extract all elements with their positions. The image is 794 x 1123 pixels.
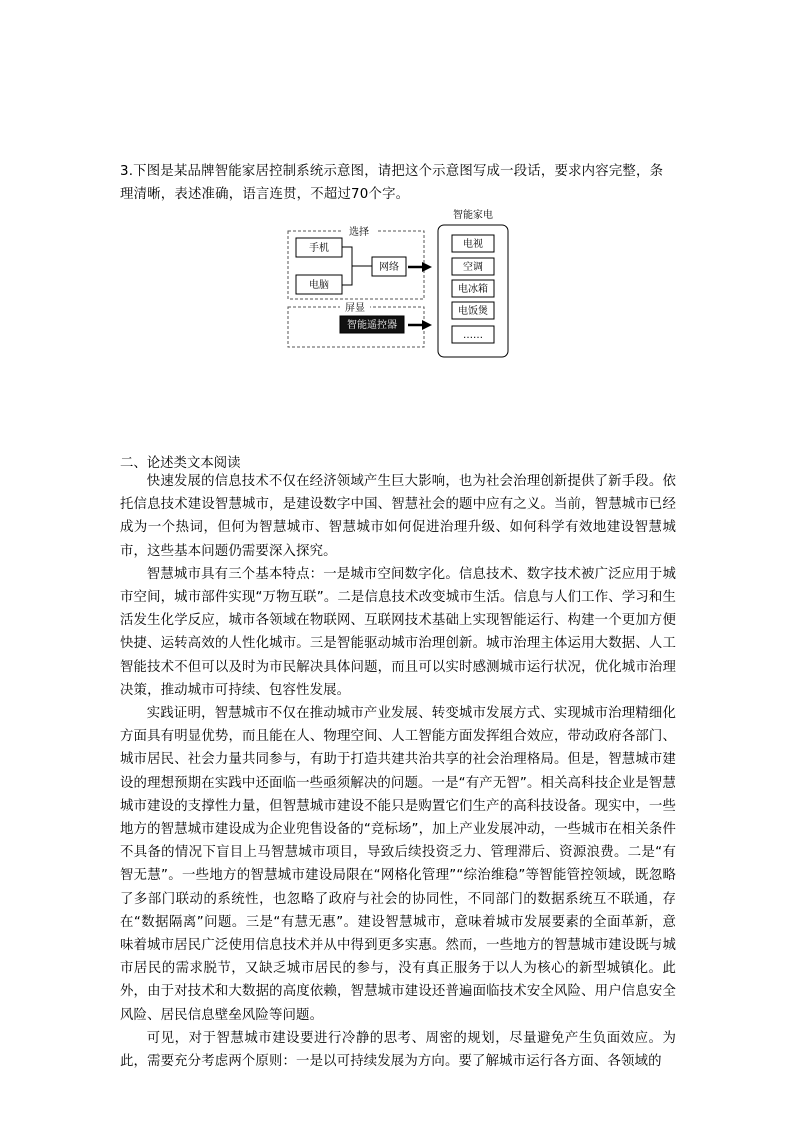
computer-label: 电脑 <box>309 280 329 291</box>
article-paragraph: 可见，对于智慧城市建设要进行冷静的思考、周密的规划，尽量避免产生负面效应。为此，需要充分考虑两个原则：一是以可持续发展为方向。要了解城市运行各方面、各领域的 <box>120 1030 676 1070</box>
smart-home-diagram <box>286 205 512 361</box>
appliance-tv: 电视 <box>463 239 483 250</box>
appliances-title: 智能家电 <box>453 210 493 221</box>
appliance-ac: 空调 <box>463 262 483 273</box>
section-title: 二、论述类文本阅读 <box>120 456 241 471</box>
appliance-more: …… <box>463 330 483 341</box>
phone-label: 手机 <box>309 243 329 254</box>
article-paragraph: 快速发展的信息技术不仅在经济领域产生巨大影响，也为社会治理创新提供了新手段。依托信息技术建设智慧城市，是建设数字中国、智慧社会的题中应有之义。当前，智慧城市已经成为一个热词，但何为智慧城市、智慧城市如何促进治理升级、如何科学有效地建设智慧城市，这些基本问题仍需要深入探究。 <box>120 474 676 559</box>
article-paragraph: 实践证明，智慧城市不仅在推动城市产业发展、转变城市发展方式、实现城市治理精细化方面具有明显优势，而且能在人、物理空间、人工智能方面发挥组合效应，带动政府各部门、城市居民、社会力量共同参与，有助于打造共建共治共享的社会治理格局。但是，智慧城市建设的理想预期在实践中还面临一些亟须解决的问题。一是“有产无智”。相关高科技企业是智慧城市建设的支撑性力量，但智慧城市建设不能只是购置它们生产的高科技设备。现实中，一些地方的智慧城市建设成为企业兜售设备的“竞标场”，加上产业发展冲动，一些城市在相关条件不具备的情况下盲目上马智慧城市项目，导致后续投资乏力、管理滞后、资源浪费。二是“有智无慧”。一些地方的智慧城市建设局限在“网格化管理”“综治维稳”等智能管控领域，既忽略了多部门联动的系统性，也忽略了政府与社会的协同性，不同部门的数据系统互不联通，存在“数据隔离”问题。三是“有慧无惠”。建设智慧城市，意味着城市发展要素的全面革新，意味着城市居民广泛使用信息技术并从中得到更多实惠。然而，一些地方的智慧城市建设既与城市居民的需求脱节，又缺乏城市居民的参与，没有真正服务于以人为核心的新型城镇化。此外，由于对技术和大数据的高度依赖，智慧城市建设还普遍面临技术安全风险、用户信息安全风险、居民信息壁垒风险等问题。 <box>120 706 676 1023</box>
select-label: 选择 <box>349 227 369 238</box>
article-paragraph: 智慧城市具有三个基本特点：一是城市空间数字化。信息技术、数字技术被广泛应用于城市空间，城市部件实现“万物互联”。二是信息技术改变城市生活。信息与人们工作、学习和生活发生化学反应，城市各领域在物联网、互联网技术基础上实现智能运行、构建一个更加方便快捷、运转高效的人性化城市。三是智能驱动城市治理创新。城市治理主体运用大数据、人工智能技术不但可以及时为市民解决具体问题，而且可以实时感测城市运行状况，优化城市治理决策，推动城市可持续、包容性发展。 <box>120 566 676 698</box>
diagram-svg <box>286 205 512 361</box>
article-body <box>120 470 676 1073</box>
appliance-fridge: 电冰箱 <box>458 284 488 295</box>
appliance-cooker: 电饭煲 <box>458 306 488 317</box>
arrow-network-icon <box>422 262 432 272</box>
network-label: 网络 <box>379 262 399 273</box>
arrow-remote-icon <box>422 320 432 330</box>
phone-connector <box>342 247 352 285</box>
remote-label: 智能遥控器 <box>347 320 397 331</box>
question-3-prompt: 3.下图是某品牌智能家居控制系统示意图，请把这个示意图写成一段话，要求内容完整，条理清晰，表述准确，语言连贯，不超过70个字。 <box>120 164 664 202</box>
screen-label: 屏显 <box>345 303 365 314</box>
